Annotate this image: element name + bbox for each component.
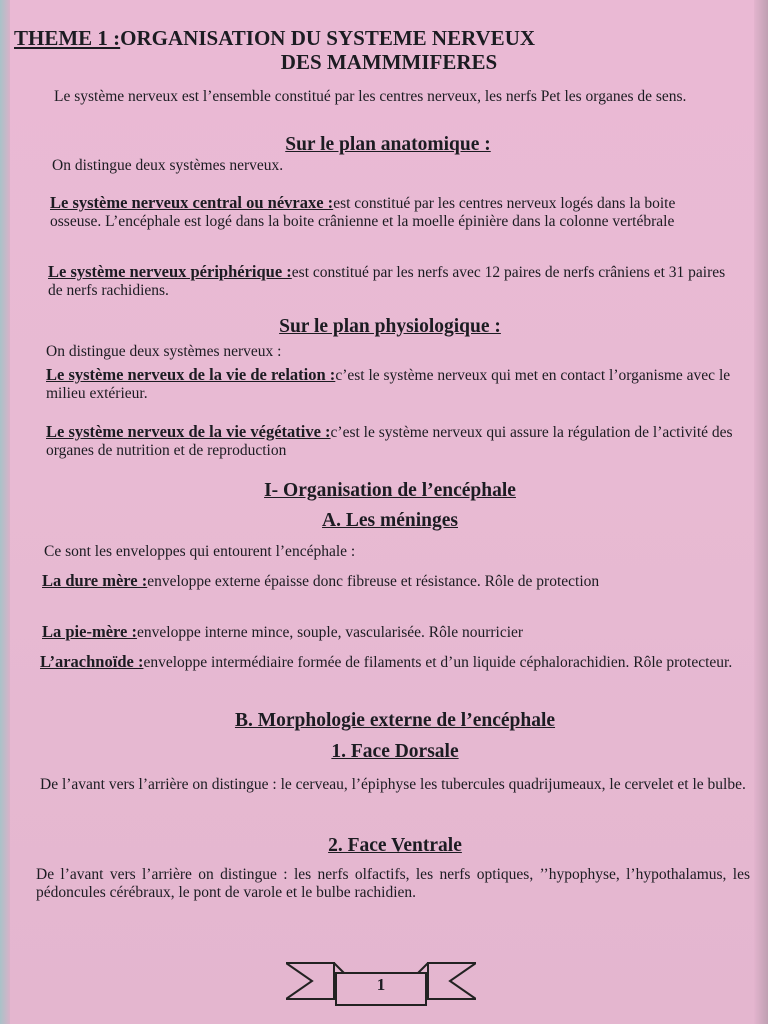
dure-mere-text: enveloppe externe épaisse donc fibreuse et résistance. Rôle de protection bbox=[147, 573, 600, 590]
heading-face-dorsale: 1. Face Dorsale bbox=[331, 741, 459, 762]
intro-paragraph: Le système nerveux est l’ensemble constitué par les centres nerveux, les nerfs Pet les organes de sens. bbox=[54, 88, 687, 105]
title-line-2: DES MAMMMIFERES bbox=[280, 50, 498, 74]
pie-mere-paragraph bbox=[42, 623, 742, 642]
physiologique-lead: On distingue deux systèmes nerveux : bbox=[46, 343, 282, 360]
vegetative-term: Le système nerveux de la vie végétative : bbox=[46, 422, 331, 441]
vegetative-paragraph bbox=[46, 423, 738, 460]
relation-term: Le système nerveux de la vie de relation : bbox=[46, 365, 336, 384]
central-paragraph bbox=[50, 194, 728, 231]
anatomique-lead: On distingue deux systèmes nerveux. bbox=[52, 157, 284, 174]
arachnoide-paragraph bbox=[40, 653, 744, 672]
page-number-banner bbox=[286, 955, 476, 1011]
arachnoide-text: enveloppe intermédiaire formée de filaments et d’un liquide céphalorachidien. Rôle protecteur. bbox=[143, 654, 733, 671]
pie-mere-text: enveloppe interne mince, souple, vascularisée. Rôle nourricier bbox=[137, 624, 524, 641]
heading-organisation-encephale: I- Organisation de l’encéphale bbox=[264, 480, 516, 501]
heading-anatomique: Sur le plan anatomique : bbox=[285, 134, 491, 155]
heading-morphologie: B. Morphologie externe de l’encéphale bbox=[234, 710, 556, 731]
title-line-1: ORGANISATION DU SYSTEME NERVEUX bbox=[120, 26, 536, 50]
relation-text: c’est le système nerveux qui met en contact l’organisme avec le milieu extérieur. bbox=[46, 367, 731, 402]
peripherique-term: Le système nerveux périphérique : bbox=[48, 262, 292, 281]
pie-mere-term: La pie-mère : bbox=[42, 622, 137, 641]
peripherique-text: est constitué par les nerfs avec 12 paires de nerfs crâniens et 31 paires de nerfs rachidiens. bbox=[48, 264, 726, 299]
dure-mere-paragraph bbox=[42, 572, 742, 591]
title-label: THEME 1 : bbox=[14, 26, 121, 50]
page-edge-left bbox=[0, 0, 10, 1024]
peripherique-paragraph bbox=[48, 263, 732, 300]
document-title bbox=[14, 26, 754, 74]
face-ventrale-paragraph: De l’avant vers l’arrière on distingue : les nerfs olfactifs, les nerfs optiques, ’’hypophyse, l’hypothalamus, les pédoncules cérébraux, le pont de varole et le bulbe rachidien. bbox=[36, 866, 750, 901]
page-edge-right bbox=[754, 0, 768, 1024]
central-text: est constitué par les centres nerveux logés dans la boite osseuse. L’encéphale est logé dans la boite crânienne et la moelle épinière dans la colonne vertébrale bbox=[50, 195, 676, 230]
relation-paragraph bbox=[46, 366, 736, 403]
page-number: 1 bbox=[376, 975, 386, 994]
face-dorsale-paragraph: De l’avant vers l’arrière on distingue : le cerveau, l’épiphyse les tubercules quadrijumeaux, le cervelet et le bulbe. bbox=[40, 776, 746, 793]
heading-meninges: A. Les méninges bbox=[322, 510, 458, 531]
dure-mere-term: La dure mère : bbox=[42, 571, 148, 590]
central-term: Le système nerveux central ou névraxe : bbox=[50, 193, 334, 212]
arachnoide-term: L’arachnoïde : bbox=[40, 652, 144, 671]
vegetative-text: c’est le système nerveux qui assure la régulation de l’activité des organes de nutrition et de reproduction bbox=[46, 424, 733, 459]
heading-face-ventrale: 2. Face Ventrale bbox=[328, 835, 462, 856]
meninges-lead: Ce sont les enveloppes qui entourent l’encéphale : bbox=[44, 543, 356, 560]
heading-physiologique: Sur le plan physiologique : bbox=[279, 316, 501, 337]
